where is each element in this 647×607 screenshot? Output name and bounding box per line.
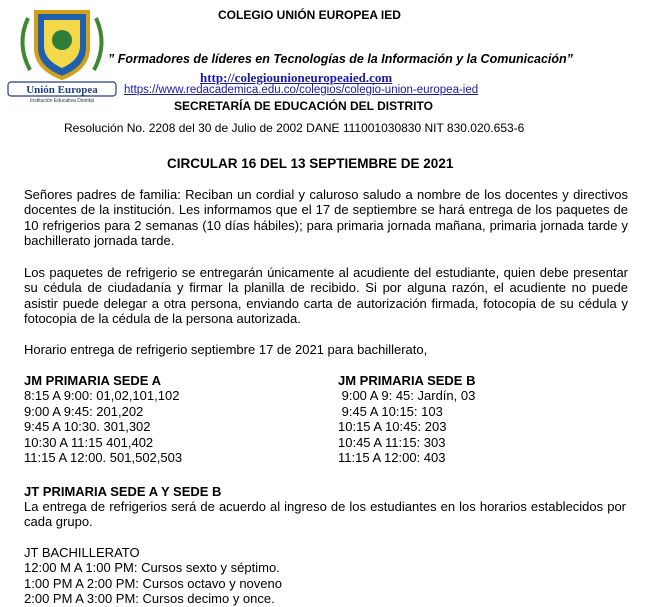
schedule-row: 12:00 M A 1:00 PM: Cursos sexto y séptimo. (24, 560, 280, 576)
jt-bachillerato-schedule (24, 545, 282, 607)
jt-bachillerato-heading: JT BACHILLERATO (24, 545, 140, 560)
schedule-sede-b-heading: JM PRIMARIA SEDE B (338, 373, 476, 388)
schedule-row: 9:00 A 9:45: 201,202 (24, 403, 144, 419)
schedule-row: 2:00 PM A 3:00 PM: Cursos decimo y once. (24, 591, 275, 607)
schedule-row: 9:45 A 10:15: 103 (338, 403, 443, 419)
schedule-row: 1:00 PM A 2:00 PM: Cursos octavo y noveno (24, 575, 282, 591)
school-website-link[interactable]: http://colegiounioneuropeaied.com (200, 70, 393, 85)
jt-primaria-text: La entrega de refrigerios será de acuerdo al ingreso de los estudiantes en los horarios establecidos por cada grupo. (24, 499, 626, 530)
schedule-row: 10:45 A 11:15: 303 (338, 434, 446, 450)
school-logo (6, 4, 118, 104)
schedule-sede-a-heading: JM PRIMARIA SEDE A (24, 373, 161, 388)
schedule-row: 10:15 A 10:45: 203 (338, 419, 447, 435)
schedule-intro: Horario entrega de refrigerio septiembre 17 de 2021 para bachillerato, (24, 342, 428, 357)
jt-primaria-heading: JT PRIMARIA SEDE A Y SEDE B (24, 484, 222, 499)
schedule-sede-b (338, 373, 475, 465)
delivery-rules-paragraph: Los paquetes de refrigerio se entregarán únicamente al acudiente del estudiante, quien debe presentar su cédula de ciudadanía y firmar la planilla de recibido. Si por alguna razón, el acudiente no puede asistir puede delegar a otra persona, enviando carta de autorización firmada, fotocopia de su cédula y fotocopia de la cédula de la persona autorizada. (24, 265, 628, 327)
intro-paragraph: Señores padres de familia: Reciban un cordial y caluroso saludo a nombre de los docentes y directivos docentes de la institución. Les informamos que el 17 de septiembre se hará entrega de los paquetes de 10 refrigerios para 2 semanas (10 días hábiles); para primaria jornada mañana, primaria jornada tarde y bachillerato jornada tarde. (24, 187, 628, 249)
schedule-row: 9:00 A 9: 45: Jardín, 03 (338, 388, 476, 404)
schedule-row: 11:15 A 12:00: 403 (338, 450, 446, 466)
secretaria-heading: SECRETARÍA DE EDUCACIÓN DEL DISTRITO (174, 99, 433, 113)
schedule-sede-a (24, 373, 182, 465)
logo-wordmark: Unión Europea (26, 84, 98, 96)
redacademica-link[interactable]: https://www.redacademica.edu.co/colegios/colegio-union-europea-ied (124, 84, 479, 96)
logo-subtext: Institución Educativa Distrital (30, 98, 94, 104)
schedule-row: 8:15 A 9:00: 01,02,101,102 (24, 388, 180, 404)
schedule-row: 11:15 A 12:00. 501,502,503 (24, 450, 183, 466)
school-name: COLEGIO UNIÓN EUROPEA IED (218, 8, 401, 22)
schedule-row: 10:30 A 11:15 401,402 (24, 434, 154, 450)
schedule-row: 9:45 A 10:30. 301,302 (24, 419, 151, 435)
resolucion-line: Resolución No. 2208 del 30 de Julio de 2002 DANE 111001030830 NIT 830.020.653-6 (64, 121, 525, 135)
shield-icon (6, 4, 118, 104)
circular-title: CIRCULAR 16 DEL 13 SEPTIEMBRE DE 2021 (167, 156, 454, 171)
school-motto: ” Formadores de líderes en Tecnologías de la Información y la Comunicación” (108, 52, 573, 66)
